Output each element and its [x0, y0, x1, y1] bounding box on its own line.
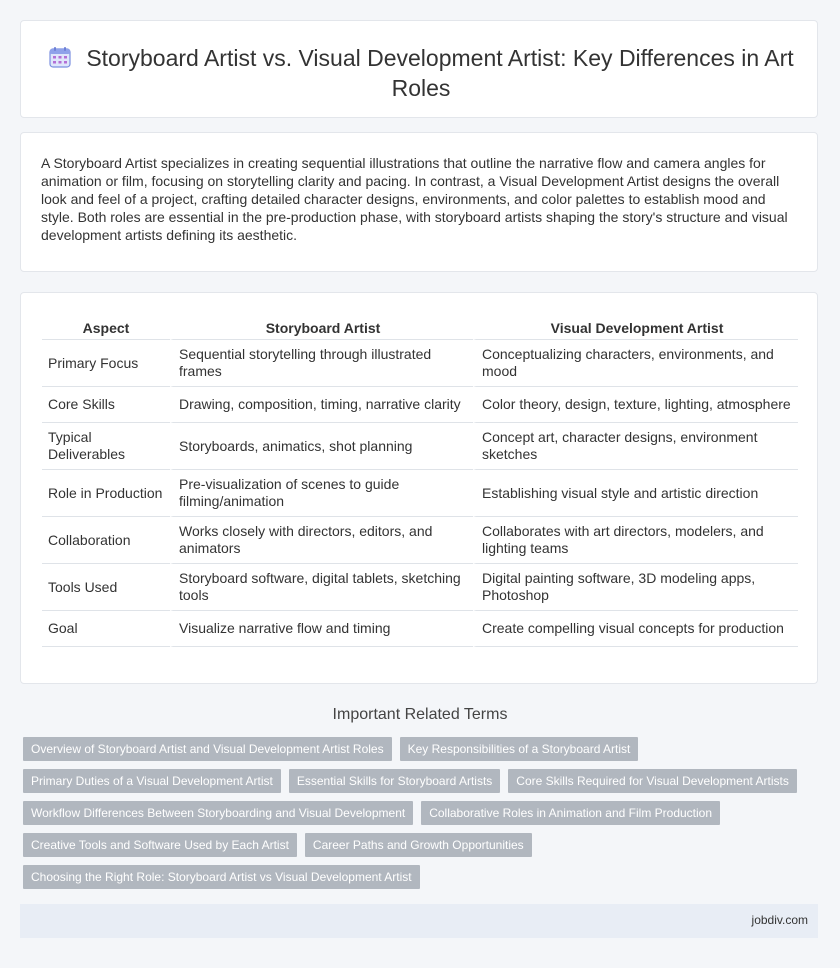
page-title-text: Storyboard Artist vs. Visual Development Artist: Key Differences in Art Roles	[86, 45, 794, 101]
related-term-tag[interactable]: Collaborative Roles in Animation and Film Production	[421, 801, 720, 825]
header-card	[20, 20, 818, 118]
related-term-tag[interactable]: Key Responsibilities of a Storyboard Artist	[400, 737, 639, 761]
table-row	[42, 423, 798, 470]
related-term-tag[interactable]: Essential Skills for Storyboard Artists	[289, 769, 500, 793]
comparison-table	[42, 317, 798, 647]
cell-storyboard: Pre-visualization of scenes to guide filming/animation	[170, 470, 473, 517]
cell-visdev: Establishing visual style and artistic direction	[473, 470, 798, 517]
cell-storyboard: Sequential storytelling through illustrated frames	[170, 340, 473, 387]
intro-paragraph: A Storyboard Artist specializes in creating sequential illustrations that outline the narrative flow and camera angles for animation or film, focusing on storytelling clarity and pacing. In contrast, a Visual Development Artist designs the overall look and feel of a project, crafting detailed character designs, environments, and color palettes to establish mood and style. Both roles are essential in the pre-production phase, with storyboard artists shaping the story's structure and visual development artists defining its aesthetic.	[41, 155, 788, 243]
table-row	[42, 611, 798, 647]
table-row	[42, 387, 798, 423]
header-storyboard-artist: Storyboard Artist	[170, 317, 473, 340]
cell-aspect: Collaboration	[42, 517, 170, 564]
cell-visdev: Collaborates with art directors, modelers, and lighting teams	[473, 517, 798, 564]
cell-storyboard: Storyboards, animatics, shot planning	[170, 423, 473, 470]
cell-aspect: Typical Deliverables	[42, 423, 170, 470]
tag-row	[23, 737, 823, 761]
tag-row	[23, 801, 823, 825]
cell-visdev: Digital painting software, 3D modeling apps, Photoshop	[473, 564, 798, 611]
cell-visdev: Create compelling visual concepts for production	[473, 611, 798, 647]
table-row	[42, 517, 798, 564]
cell-aspect: Tools Used	[42, 564, 170, 611]
cell-storyboard: Works closely with directors, editors, and animators	[170, 517, 473, 564]
title-wrap	[45, 43, 797, 103]
cell-aspect: Goal	[42, 611, 170, 647]
header-visual-development-artist: Visual Development Artist	[473, 317, 798, 340]
calendar-icon	[48, 45, 72, 69]
related-term-tag[interactable]: Career Paths and Growth Opportunities	[305, 833, 532, 857]
table-row	[42, 564, 798, 611]
tag-row	[23, 833, 823, 857]
cell-visdev: Color theory, design, texture, lighting, atmosphere	[473, 387, 798, 423]
cell-storyboard: Drawing, composition, timing, narrative clarity	[170, 387, 473, 423]
comparison-card	[20, 292, 818, 684]
related-term-tag[interactable]: Workflow Differences Between Storyboarding and Visual Development	[23, 801, 413, 825]
table-header-row	[42, 317, 798, 340]
related-terms-title: Important Related Terms	[332, 706, 508, 723]
footer-site-name: jobdiv.com	[751, 913, 808, 927]
footer-bar	[20, 904, 818, 938]
related-term-tag[interactable]: Creative Tools and Software Used by Each Artist	[23, 833, 297, 857]
tag-row	[23, 769, 823, 793]
header-aspect: Aspect	[42, 317, 170, 340]
table-row	[42, 470, 798, 517]
cell-aspect: Primary Focus	[42, 340, 170, 387]
related-term-tag[interactable]: Overview of Storyboard Artist and Visual Development Artist Roles	[23, 737, 392, 761]
intro-card	[20, 132, 818, 272]
cell-visdev: Concept art, character designs, environment sketches	[473, 423, 798, 470]
related-term-tag[interactable]: Core Skills Required for Visual Development Artists	[508, 769, 797, 793]
related-term-tag[interactable]: Primary Duties of a Visual Development Artist	[23, 769, 281, 793]
cell-aspect: Core Skills	[42, 387, 170, 423]
related-terms-tags	[23, 737, 823, 897]
page-title	[45, 43, 797, 103]
tag-row	[23, 865, 823, 889]
related-term-tag[interactable]: Choosing the Right Role: Storyboard Artist vs Visual Development Artist	[23, 865, 420, 889]
cell-visdev: Conceptualizing characters, environments, and mood	[473, 340, 798, 387]
cell-storyboard: Visualize narrative flow and timing	[170, 611, 473, 647]
cell-storyboard: Storyboard software, digital tablets, sketching tools	[170, 564, 473, 611]
table-row	[42, 340, 798, 387]
cell-aspect: Role in Production	[42, 470, 170, 517]
